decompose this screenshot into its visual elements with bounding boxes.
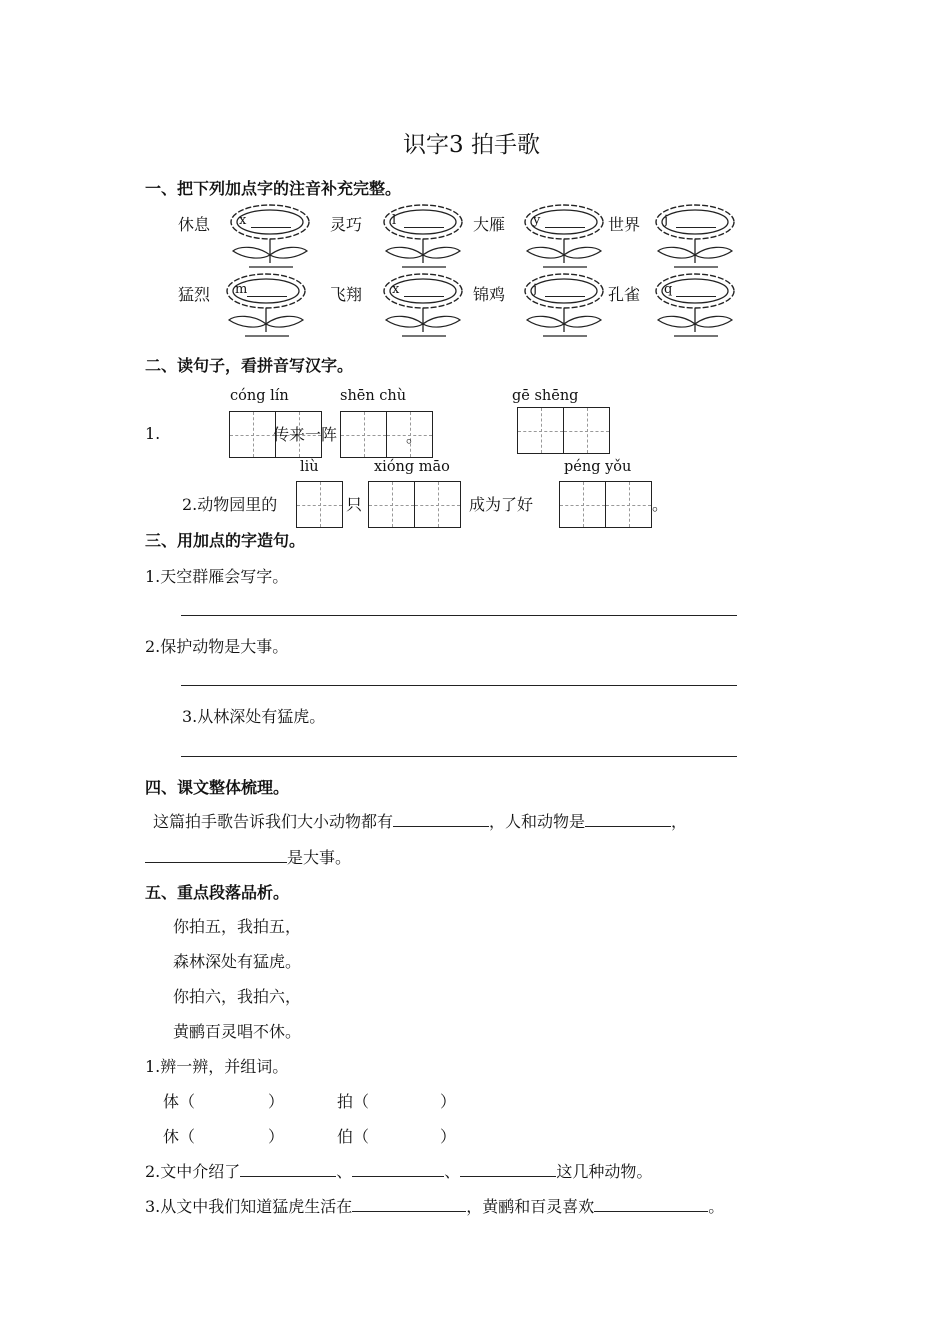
pinyin-label: cóng lín (230, 388, 289, 404)
sentence-item: 3.从林深处有猛虎。 (182, 707, 326, 726)
pinyin-blank (545, 296, 585, 297)
pinyin-initial: x (392, 282, 400, 297)
section2-heading: 二、读句子，看拼音写汉字。 (145, 356, 354, 375)
flower-pinyin-box[interactable] (650, 203, 740, 269)
word: 大雁 (473, 215, 506, 234)
question-text: 3.从文中我们知道猛虎生活在 (145, 1197, 353, 1216)
question-text: 2.文中介绍了 (145, 1162, 241, 1181)
question-text: ，黄鹂和百灵喜欢 (466, 1197, 595, 1216)
writing-cell[interactable] (563, 407, 610, 454)
sentence-text: 2.动物园里的 (182, 495, 278, 514)
question: 1.辨一辨，并组词。 (145, 1057, 289, 1076)
punctuation: 。 (406, 427, 423, 446)
sentence-text: 成为了好 (469, 495, 534, 514)
word: 猛烈 (178, 285, 211, 304)
answer-blank[interactable] (145, 848, 287, 863)
section5-heading: 五、重点段落品析。 (145, 883, 290, 902)
answer-blank[interactable] (460, 1162, 556, 1177)
word: 灵巧 (330, 215, 363, 234)
pinyin-initial: j (533, 282, 538, 297)
writing-cell[interactable] (340, 411, 387, 458)
pinyin-blank (676, 227, 716, 228)
word: 世界 (608, 215, 641, 234)
word: 锦鸡 (473, 285, 506, 304)
sentence-text: 只 (346, 495, 363, 514)
flower-pinyin-box[interactable] (221, 272, 311, 338)
flower-pinyin-box[interactable] (225, 203, 315, 269)
pinyin-initial: q (664, 282, 673, 297)
answer-blank[interactable] (393, 812, 489, 827)
flower-pinyin-box[interactable] (378, 203, 468, 269)
sentence-item: 1.天空群雁会写字。 (145, 567, 289, 586)
poem-line: 你拍六，我拍六， (173, 987, 302, 1006)
question (145, 1194, 724, 1217)
summary-text: ，人和动物是 (489, 812, 586, 831)
char-pair: 休（ (163, 1127, 196, 1146)
poem-line: 森林深处有猛虎。 (173, 952, 302, 971)
char-pair: ） (440, 1092, 457, 1111)
flower-pinyin-box[interactable] (519, 203, 609, 269)
summary-text: ， (671, 812, 688, 831)
summary-line-2 (145, 845, 351, 868)
separator: 、 (336, 1162, 353, 1181)
pinyin-blank (247, 296, 287, 297)
pinyin-label: péng yǒu (564, 459, 632, 475)
word: 飞翔 (330, 285, 363, 304)
writing-cell[interactable] (517, 407, 564, 454)
flower-pinyin-box[interactable] (650, 272, 740, 338)
answer-line[interactable] (181, 685, 737, 686)
pinyin-blank (676, 296, 716, 297)
question-text: 。 (708, 1197, 725, 1216)
question-text: 这几种动物。 (556, 1162, 653, 1181)
question (145, 1159, 652, 1182)
writing-cell[interactable] (296, 481, 343, 528)
question-number: 1. (145, 424, 161, 443)
flower-pinyin-box[interactable] (519, 272, 609, 338)
punctuation: 。 (652, 495, 669, 514)
poem-line: 黄鹂百灵唱不休。 (173, 1022, 302, 1041)
word: 休息 (178, 215, 211, 234)
poem-line: 你拍五，我拍五， (173, 917, 302, 936)
section4-heading: 四、课文整体梳理。 (145, 778, 290, 797)
pinyin-initial: x (239, 213, 247, 228)
writing-cell[interactable] (368, 481, 415, 528)
writing-cell[interactable] (605, 481, 652, 528)
writing-cell[interactable] (559, 481, 606, 528)
answer-blank[interactable] (240, 1162, 336, 1177)
answer-blank[interactable] (352, 1162, 444, 1177)
char-pair: ） (268, 1127, 285, 1146)
pinyin-initial: l (392, 213, 397, 228)
pinyin-blank (404, 227, 444, 228)
sentence-item: 2.保护动物是大事。 (145, 637, 289, 656)
pinyin-blank (545, 227, 585, 228)
char-pair: 体（ (163, 1092, 196, 1111)
pinyin-initial: y (533, 213, 541, 228)
char-pair: ） (440, 1127, 457, 1146)
summary-text: 这篇拍手歌告诉我们大小动物都有 (153, 812, 394, 831)
answer-line[interactable] (181, 756, 737, 757)
writing-cell[interactable] (414, 481, 461, 528)
page-title: 识字3 拍手歌 (403, 132, 540, 158)
section1-heading: 一、把下列加点字的注音补充完整。 (145, 179, 402, 198)
pinyin-initial: m (235, 282, 248, 297)
pinyin-label: gē shēng (512, 388, 579, 404)
answer-blank[interactable] (585, 812, 671, 827)
summary-text: 是大事。 (287, 848, 352, 867)
char-pair: ） (268, 1092, 285, 1111)
pinyin-initial: j (664, 213, 669, 228)
pinyin-blank (251, 227, 291, 228)
pinyin-label: shēn chù (340, 388, 407, 404)
answer-blank[interactable] (352, 1197, 466, 1212)
pinyin-label: liù (300, 459, 319, 475)
flower-pinyin-box[interactable] (378, 272, 468, 338)
separator: 、 (444, 1162, 461, 1181)
word: 孔雀 (608, 285, 641, 304)
sentence-text: 传来一阵 (273, 425, 338, 444)
answer-line[interactable] (181, 615, 737, 616)
writing-cell[interactable] (229, 411, 276, 458)
pinyin-blank (404, 296, 444, 297)
section3-heading: 三、用加点的字造句。 (145, 531, 306, 550)
answer-blank[interactable] (594, 1197, 708, 1212)
summary-line-1 (153, 809, 687, 832)
pinyin-label: xióng māo (374, 459, 450, 475)
char-pair: 拍（ (337, 1092, 370, 1111)
char-pair: 伯（ (337, 1127, 370, 1146)
